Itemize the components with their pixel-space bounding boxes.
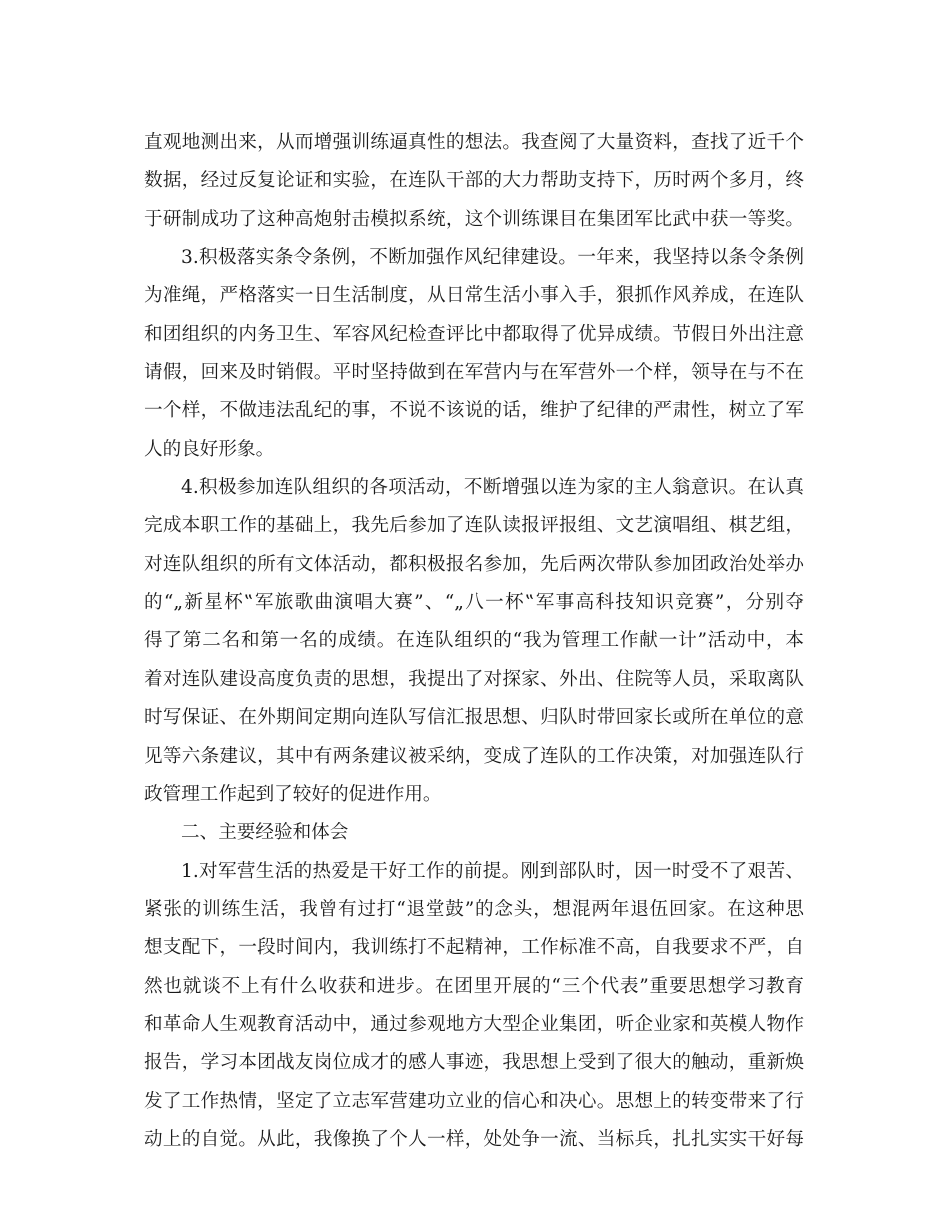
text-line: 和革命人生观教育活动中，通过参观地方大型企业集团，听企业家和英模人物作 bbox=[144, 1013, 804, 1035]
text-line: 为准绳，严格落实一日生活制度，从日常生活小事入手，狠抓作风养成，在连队 bbox=[144, 285, 804, 307]
text-line: 和团组织的内务卫生、军容风纪检查评比中都取得了优异成绩。节假日外出注意 bbox=[144, 323, 804, 345]
text-line: 数据，经过反复论证和实验，在连队干部的大力帮助支持下，历时两个多月，终 bbox=[144, 170, 804, 192]
text-line: 的“„新星杯‟军旅歌曲演唱大赛”、“„八一杯‟军事高科技知识竞赛”，分别夺 bbox=[144, 592, 804, 614]
text-line: 得了第二名和第一名的成绩。在连队组织的“我为管理工作献一计”活动中，本 bbox=[144, 630, 804, 652]
text-line: 着对连队建设高度负责的思想，我提出了对探家、外出、住院等人员，采取离队 bbox=[144, 668, 804, 690]
document-body bbox=[144, 124, 804, 1159]
text-line: 人的良好形象。 bbox=[144, 438, 275, 460]
text-line: 想支配下，一段时间内，我训练打不起精神，工作标准不高，自我要求不严，自 bbox=[144, 937, 804, 959]
text-line: 对连队组织的所有文体活动，都积极报名参加，先后两次带队参加团政治处举办 bbox=[144, 553, 804, 575]
paragraph-heading-1: 1.对军营生活的热爱是干好工作的前提。刚到部队时，因一时受不了艰苦、 bbox=[181, 860, 804, 882]
text-line: 时写保证、在外期间定期向连队写信汇报思想、归队时带回家长或所在单位的意 bbox=[144, 707, 804, 729]
text-line: 见等六条建议，其中有两条建议被采纳，变成了连队的工作决策，对加强连队行 bbox=[144, 745, 804, 767]
text-line: 动上的自觉。从此，我像换了个人一样，处处争一流、当标兵，扎扎实实干好每 bbox=[144, 1128, 804, 1150]
text-line: 发了工作热情，坚定了立志军营建功立业的信心和决心。思想上的转变带来了行 bbox=[144, 1090, 804, 1112]
text-line: 政管理工作起到了较好的促进作用。 bbox=[144, 783, 442, 805]
text-line: 完成本职工作的基础上，我先后参加了连队读报评报组、文艺演唱组、棋艺组， bbox=[144, 515, 804, 537]
text-line: 一个样，不做违法乱纪的事，不说不该说的话，维护了纪律的严肃性，树立了军 bbox=[144, 400, 804, 422]
section-heading: 二、主要经验和体会 bbox=[181, 822, 349, 844]
paragraph-heading-3: 3.积极落实条令条例，不断加强作风纪律建设。一年来，我坚持以条令条例 bbox=[181, 247, 804, 269]
text-line: 请假，回来及时销假。平时坚持做到在军营内与在军营外一个样，领导在与不在 bbox=[144, 362, 804, 384]
text-line: 直观地测出来，从而增强训练逼真性的想法。我查阅了大量资料，查找了近千个 bbox=[144, 132, 804, 153]
text-line: 然也就谈不上有什么收获和进步。在团里开展的“三个代表”重要思想学习教育 bbox=[144, 975, 804, 997]
text-line: 紧张的训练生活，我曾有过打“退堂鼓”的念头，想混两年退伍回家。在这种思 bbox=[144, 898, 804, 920]
text-line: 报告，学习本团战友岗位成才的感人事迹，我思想上受到了很大的触动，重新焕 bbox=[144, 1052, 804, 1074]
text-line: 于研制成功了这种高炮射击模拟系统，这个训练课目在集团军比武中获一等奖。 bbox=[144, 208, 804, 230]
paragraph-heading-4: 4.积极参加连队组织的各项活动，不断增强以连为家的主人翁意识。在认真 bbox=[181, 477, 804, 499]
